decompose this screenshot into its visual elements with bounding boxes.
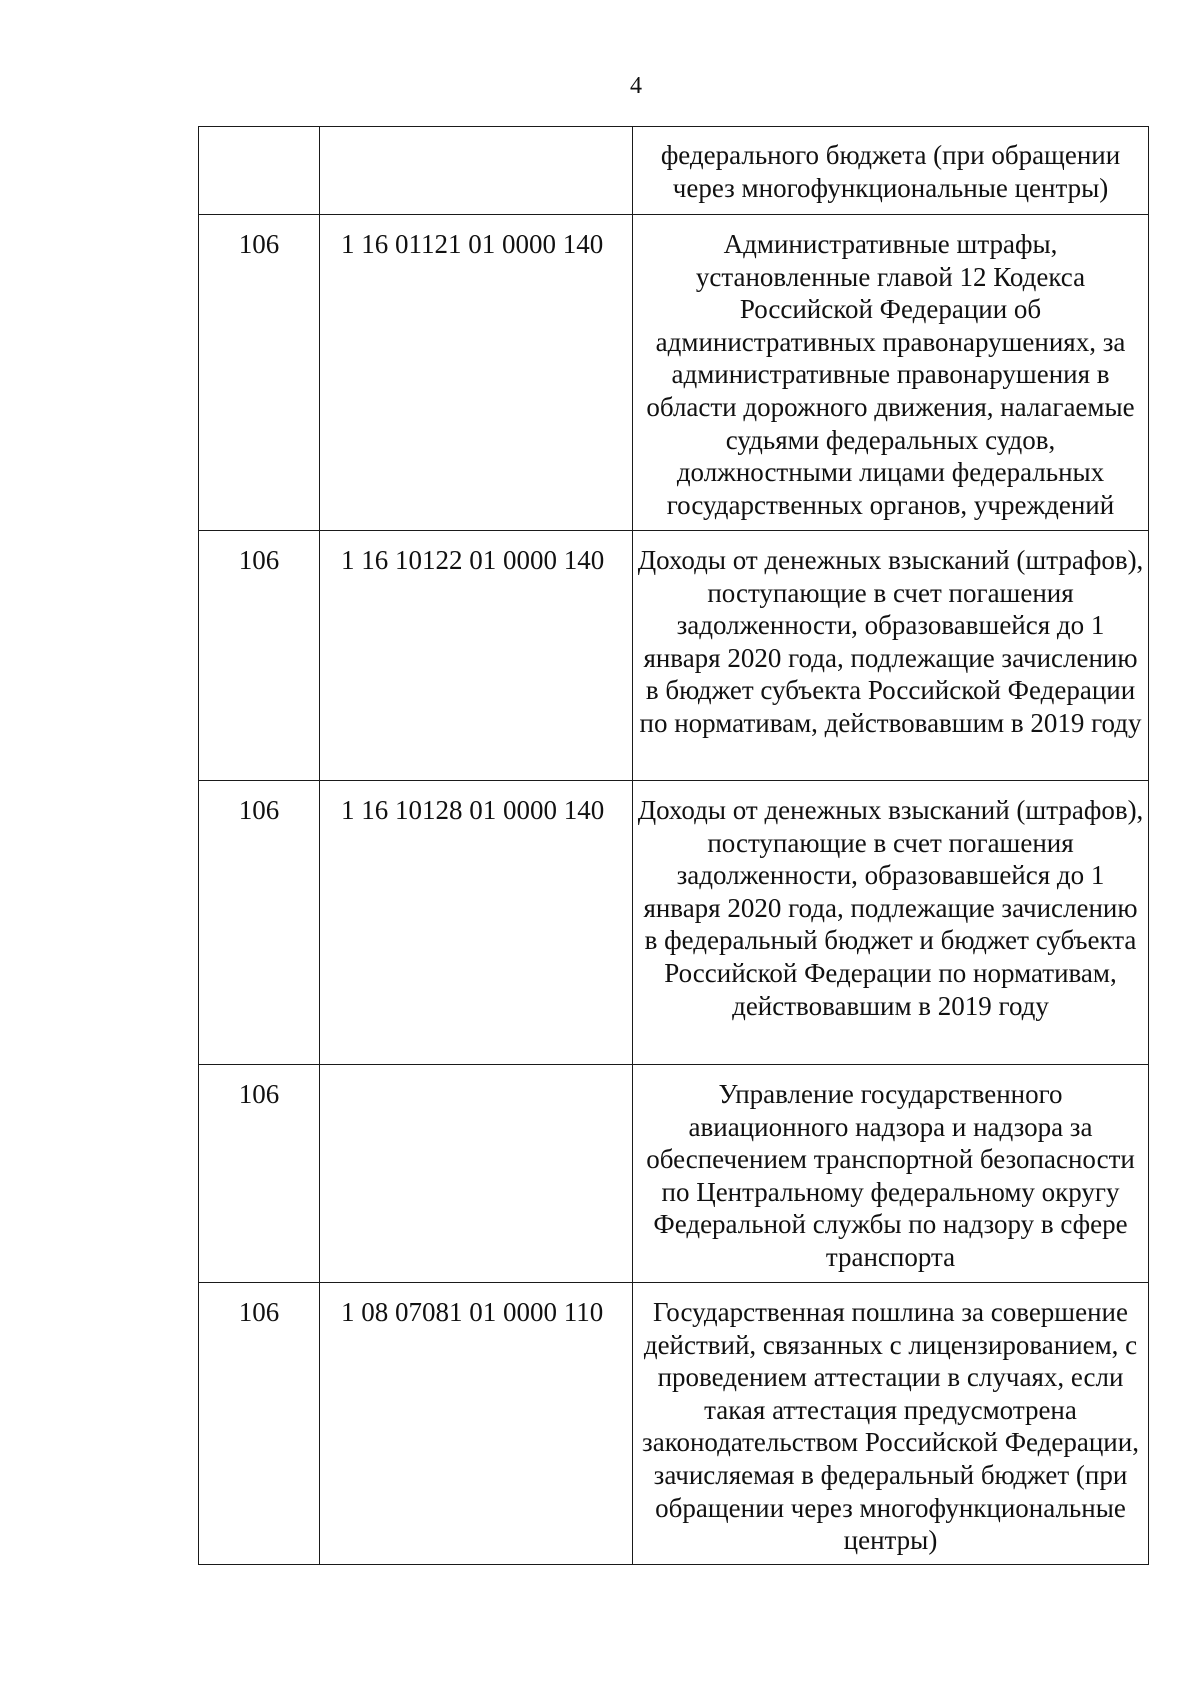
admin-code-cell: 106 (199, 215, 320, 531)
description-cell: Административные штрафы, установленные главой 12 Кодекса Российской Федерации об административных правонарушениях, за административные правонарушения в области дорожного движения, налагаемые судьями федеральных судов, должностными лицами федеральных государственных органов, учреждений (633, 215, 1149, 531)
description-cell: Доходы от денежных взысканий (штрафов), поступающие в счет погашения задолженности, образовавшейся до 1 января 2020 года, подлежащие зачислению в федеральный бюджет и бюджет субъекта Российской Федерации по нормативам, действовавшим в 2019 году (633, 781, 1149, 1065)
budget-code-cell: 1 16 10122 01 0000 140 (320, 531, 633, 781)
description-cell: федерального бюджета (при обращении через многофункциональные центры) (633, 127, 1149, 215)
description-cell: Управление государственного авиационного надзора и надзора за обеспечением транспортной безопасности по Центральному федеральному округу Федеральной службы по надзору в сфере транспорта (633, 1065, 1149, 1283)
admin-code-cell: 106 (199, 1283, 320, 1565)
description-cell: Государственная пошлина за совершение действий, связанных с лицензированием, с проведением аттестации в случаях, если такая аттестация предусмотрена законодательством Российской Федерации, зачисляемая в федеральный бюджет (при обращении через многофункциональные центры) (633, 1283, 1149, 1565)
admin-code-cell: 106 (199, 531, 320, 781)
admin-code-cell: 106 (199, 781, 320, 1065)
admin-code-cell (199, 127, 320, 215)
budget-code-cell: 1 16 10128 01 0000 140 (320, 781, 633, 1065)
table-row (199, 127, 1149, 215)
admin-code-cell: 106 (199, 1065, 320, 1283)
budget-code-cell: 1 08 07081 01 0000 110 (320, 1283, 633, 1565)
budget-code-cell: 1 16 01121 01 0000 140 (320, 215, 633, 531)
table-row (199, 781, 1149, 1065)
budget-code-cell (320, 127, 633, 215)
description-cell: Доходы от денежных взысканий (штрафов), поступающие в счет погашения задолженности, образовавшейся до 1 января 2020 года, подлежащие зачислению в бюджет субъекта Российской Федерации по нормативам, действовавшим в 2019 году (633, 531, 1149, 781)
table-row (199, 1283, 1149, 1565)
table-row (199, 215, 1149, 531)
budget-code-cell (320, 1065, 633, 1283)
page-number: 4 (630, 73, 642, 99)
table-row (199, 531, 1149, 781)
table-row (199, 1065, 1149, 1283)
budget-codes-table (198, 126, 1149, 1565)
